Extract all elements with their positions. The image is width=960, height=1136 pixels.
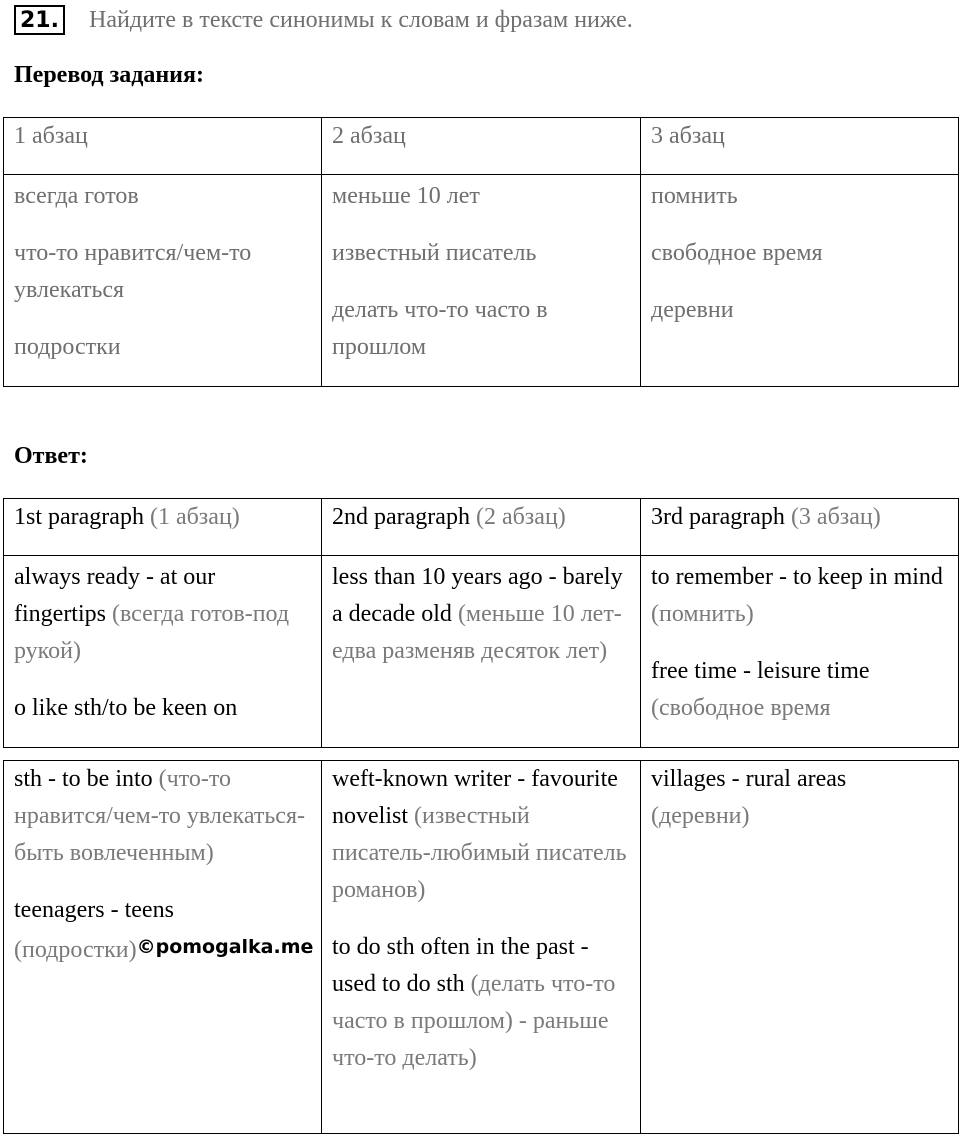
- answer-cell-2-2: [322, 761, 641, 1134]
- answer-cell-1-3: [641, 556, 959, 748]
- list-item: [332, 559, 630, 670]
- list-item: [651, 653, 948, 727]
- answer-en: to do sth often in the past - used to do sth: [332, 934, 589, 997]
- list-item: делать что-то часто в прошлом: [332, 297, 548, 360]
- translation-col-2: 2 абзац: [322, 118, 641, 175]
- translation-col-3: 3 абзац: [641, 118, 959, 175]
- list-item: меньше 10 лет: [332, 183, 480, 209]
- answer-table: [3, 498, 959, 748]
- list-item: что-то нравится/чем-то увлекаться: [14, 240, 252, 303]
- translation-heading: Перевод задания:: [14, 62, 204, 88]
- translation-col-1: 1 абзац: [4, 118, 322, 175]
- answer-cell-1-1: [4, 556, 322, 748]
- list-item: свободное время: [651, 240, 823, 266]
- answer-en: less than 10 years ago - barely a decade old: [332, 564, 623, 627]
- answer-ru: (подростки): [14, 937, 137, 963]
- answer-en: always ready - at our fingertips: [14, 564, 216, 627]
- answer-table-continued: [3, 760, 959, 1134]
- answer-heading: Ответ:: [14, 443, 88, 469]
- task-number: 21.: [14, 5, 65, 35]
- answer-col-ru: (1 абзац): [149, 504, 240, 530]
- answer-cell-2-3: [641, 761, 959, 1134]
- translation-cell-1: [4, 175, 322, 387]
- list-item: подростки: [14, 334, 121, 360]
- list-item: [332, 929, 630, 1077]
- list-item: [14, 559, 311, 670]
- answer-en: free time - leisure time: [651, 658, 870, 684]
- answer-col-en: 1st paragraph: [14, 504, 144, 530]
- list-item: деревни: [651, 297, 734, 323]
- answer-ru: (помнить): [651, 601, 754, 627]
- answer-en: villages - rural areas: [651, 766, 847, 792]
- translation-table: [3, 117, 959, 387]
- list-item: [332, 761, 630, 909]
- list-item: [14, 892, 314, 969]
- answer-ru: (известный писатель-любимый писатель романов): [332, 803, 627, 903]
- answer-col-ru: (3 абзац): [790, 504, 881, 530]
- list-item: известный писатель: [332, 240, 537, 266]
- task-instruction: Найдите в тексте синонимы к словам и фразам ниже.: [88, 6, 633, 33]
- list-item: [14, 761, 311, 872]
- list-item: всегда готов: [14, 183, 139, 209]
- list-item: [651, 761, 948, 835]
- answer-col-3: [641, 499, 959, 556]
- list-item: [651, 559, 948, 633]
- answer-col-2: [322, 499, 641, 556]
- watermark: ©pomogalka.me: [136, 936, 314, 958]
- translation-cell-2: [322, 175, 641, 387]
- answer-ru: (деревни): [651, 803, 750, 829]
- answer-en: sth - to be into: [14, 766, 153, 792]
- task-header: [14, 4, 633, 36]
- answer-col-1: [4, 499, 322, 556]
- answer-ru: (делать что-то часто в прошлом) - раньше что-то делать): [332, 971, 616, 1071]
- translation-cell-3: [641, 175, 959, 387]
- answer-en: to remember - to keep in mind: [651, 564, 943, 590]
- answer-cell-2-1: [4, 761, 322, 1134]
- answer-en: weft-known writer - favourite novelist: [332, 766, 618, 829]
- list-item: [14, 690, 311, 727]
- list-item: помнить: [651, 183, 738, 209]
- answer-col-ru: (2 абзац): [475, 504, 566, 530]
- answer-col-en: 2nd paragraph: [332, 504, 470, 530]
- answer-ru: (что-то нравится/чем-то увлекаться-быть вовлеченным): [14, 766, 305, 866]
- answer-ru: (всегда готов-под рукой): [14, 601, 290, 664]
- answer-ru: (свободное время: [651, 695, 831, 721]
- answer-en: teenagers - teens: [14, 897, 174, 923]
- answer-ru: (меньше 10 лет-едва разменяв десяток лет): [332, 601, 622, 664]
- answer-cell-1-2: [322, 556, 641, 748]
- answer-col-en: 3rd paragraph: [651, 504, 785, 530]
- answer-en: o like sth/to be keen on: [14, 695, 238, 721]
